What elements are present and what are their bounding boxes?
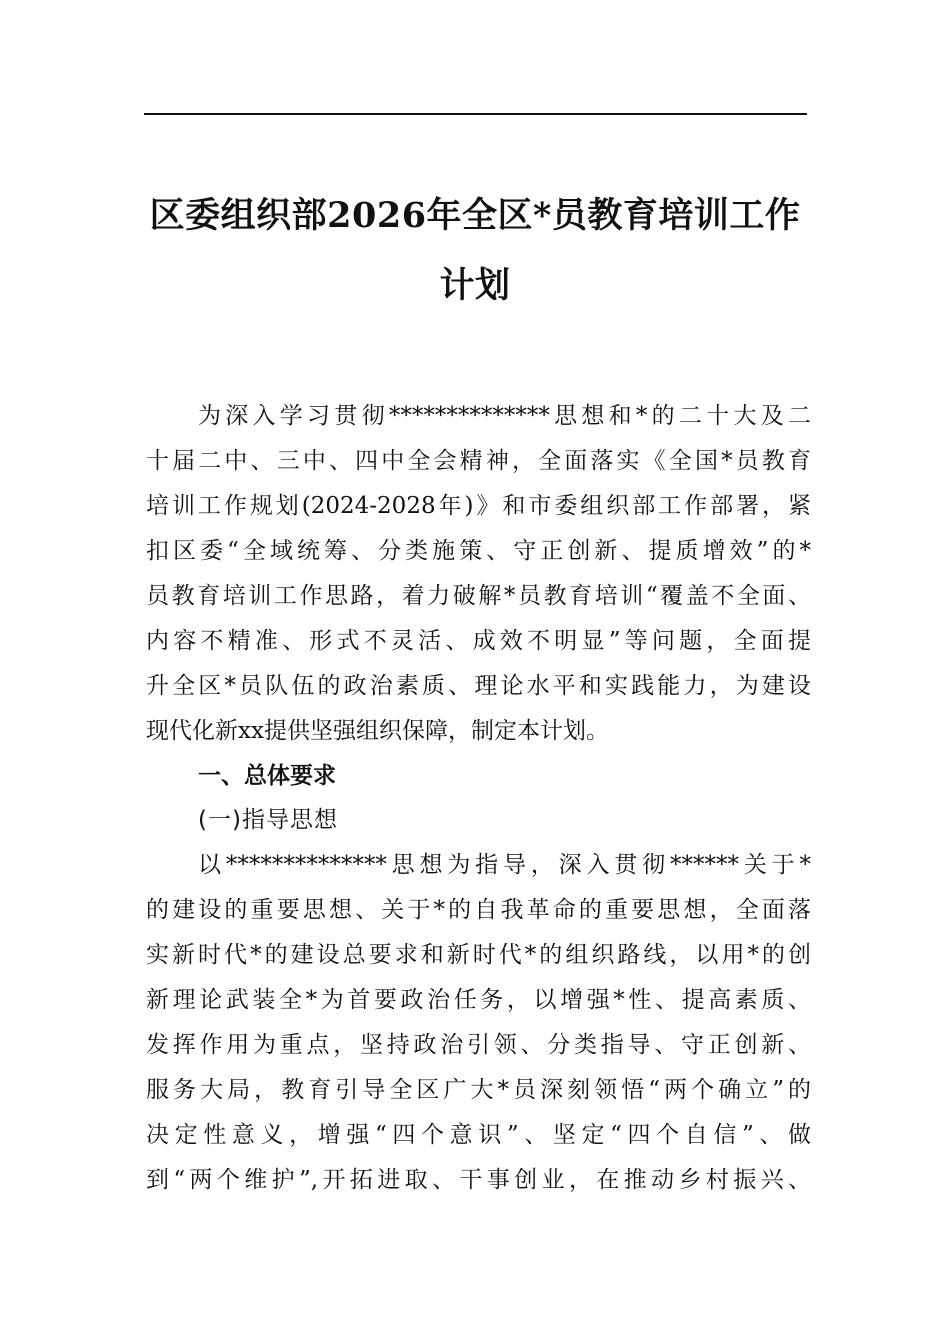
document-title-line-2: 计划 [439, 265, 511, 306]
intro-paragraph-line: 升全区*员队伍的政治素质、理论水平和实践能力，为建设 [146, 673, 811, 699]
guiding-thought-line: 新理论武装全*为首要政治任务，以增强*性、提高素质、 [146, 987, 811, 1013]
header-rule [144, 113, 807, 115]
guiding-thought-line: 决定性意义，增强“四个意识”、坚定“四个自信”、做 [146, 1122, 811, 1148]
guiding-thought-line: 服务大局，教育引导全区广大*员深刻领悟“两个确立”的 [146, 1077, 811, 1103]
subsection-heading: (一)指导思想 [198, 807, 338, 833]
intro-paragraph-line: 扣区委“全域统筹、分类施策、守正创新、提质增效”的* [146, 538, 811, 564]
intro-paragraph-line: 为深入学习贯彻**************思想和*的二十大及二 [198, 403, 811, 429]
guiding-thought-line: 发挥作用为重点，坚持政治引领、分类指导、守正创新、 [146, 1032, 811, 1058]
guiding-thought-line: 的建设的重要思想、关于*的自我革命的重要思想，全面落 [146, 897, 811, 923]
intro-paragraph-line: 培训工作规划(2024-2028年)》和市委组织部工作部署，紧 [146, 493, 811, 519]
intro-paragraph-line: 现代化新xx提供坚强组织保障，制定本计划。 [146, 718, 609, 744]
intro-paragraph-line: 内容不精准、形式不灵活、成效不明显”等问题，全面提 [146, 628, 811, 654]
intro-paragraph-line: 员教育培训工作思路，着力破解*员教育培训“覆盖不全面、 [146, 583, 811, 609]
guiding-thought-line: 实新时代*的建设总要求和新时代*的组织路线，以用*的创 [146, 942, 811, 968]
intro-paragraph-line: 十届二中、三中、四中全会精神，全面落实《全国*员教育 [146, 448, 811, 474]
guiding-thought-line: 到“两个维护”,开拓进取、干事创业，在推动乡村振兴、 [146, 1167, 811, 1193]
document-title-line-1: 区委组织部2026年全区*员教育培训工作 [149, 195, 801, 236]
guiding-thought-line: 以**************思想为指导，深入贯彻******关于* [198, 852, 811, 878]
section-heading: 一、总体要求 [198, 763, 336, 789]
